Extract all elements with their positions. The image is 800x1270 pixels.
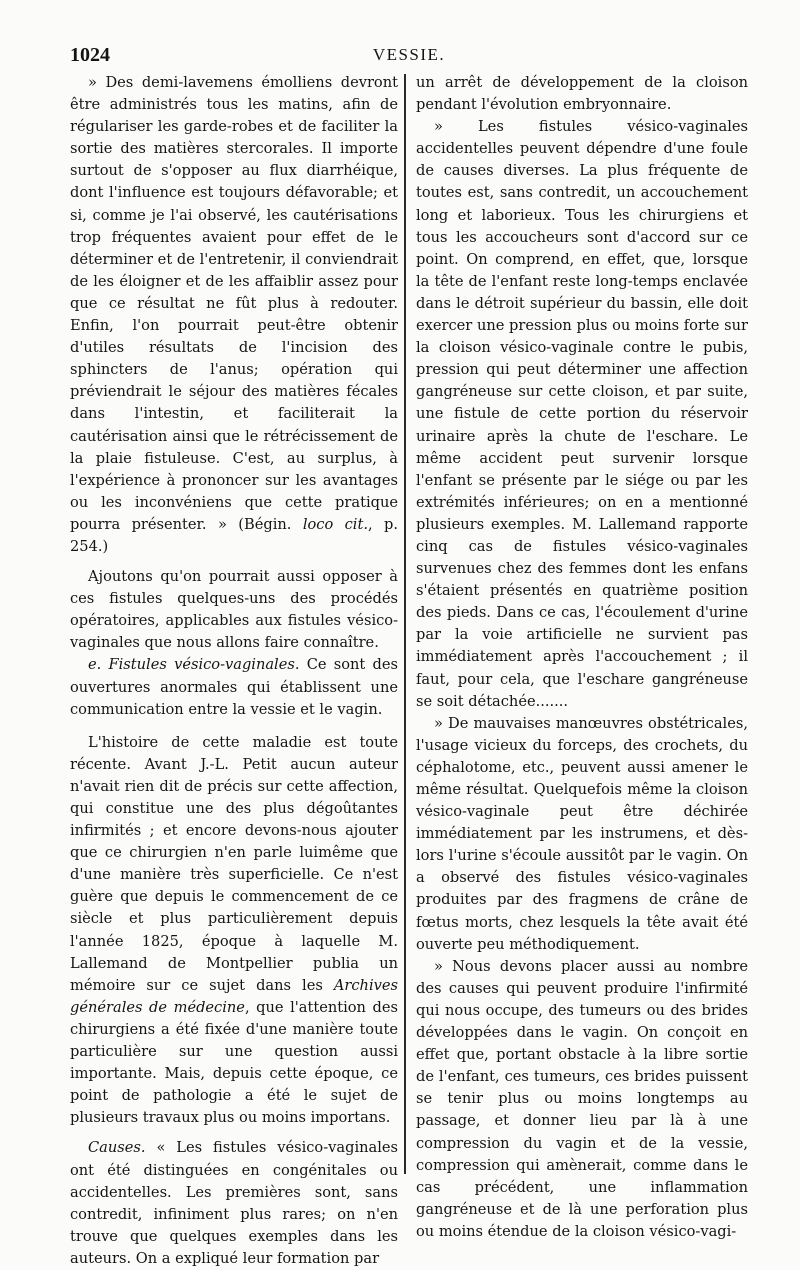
page-header — [70, 44, 748, 70]
paragraph-procedes: Ajoutons qu'on pourrait aussi opposer à ces fistules quelques-uns des procédés opératoires, applicables aux fistules vésico-vaginales que nous allons faire connaître. — [70, 568, 398, 652]
citation-loco-cit: loco cit. — [302, 515, 368, 533]
page-number: 1024 — [70, 44, 110, 66]
running-title: VESSIE. — [372, 45, 446, 64]
paragraph-lavements: » Des demi-lavemens émolliens devront être administrés tous les matins, afin de régulariser les garde-robes et de faciliter la sortie des matières stercorales. Il importe surtout de s'opposer au flux diarrhéique, dont l'influence est toujours défavorable; et si, comme je l'ai observé, les cautérisations trop fréquentes avaient pour effet de le déterminer et de l'entretenir, il conviendrait de les éloigner et de les affaiblir assez pour que ce résultat ne fût plus à redouter. Enfin, l'on pourrait peut-être obtenir d'utiles résultats de l'incision des sphincters de l'anus; opération qui préviendrait le séjour des matières fécales dans l'intestin, et faciliterait la cautérisation ainsi que le rétrécissement de la plaie fistuleuse. C'est, au surplus, à l'expérience à prononcer sur les avantages ou les inconvéniens que cette pratique pourra présenter. » (Bégin. loco cit., p. 254.) — [70, 74, 399, 555]
causes-heading: Causes. — [88, 1139, 146, 1157]
paragraph-histoire: L'histoire de cette maladie est toute récente. Avant J.-L. Petit aucun auteur n'avait rien dit de précis sur cette affection, qui constitue une des plus dégoûtantes infirmités ; et encore devons-nous ajouter que ce chirurgien n'en parle luimême que d'une manière très superficielle. Ce n'est guère que depuis le commencement de ce siècle et plus particulièrement depuis l'année 1825, époque à laquelle M. Lallemand de Montpellier publia un mémoire sur ce sujet dans les Archives générales de médecine, que l'attention des chirurgiens a été fixée d'une manière toute particulière sur une question aussi importante. Mais, depuis cette époque, ce point de pathologie a été le sujet de plusieurs travaux plus ou moins importans. — [70, 733, 398, 1127]
paragraph-accidentelles: » Les fistules vésico-vaginales accidentelles peuvent dépendre d'une foule de causes diverses. La plus fréquente de toutes est, sans contredit, un accouchement long et laborieux. Tous les chirurgiens et tous les accoucheurs sont d'accord sur ce point. On comprend, en effet, que, lorsque la tête de l'enfant reste long-temps enclavée dans le détroit supérieur du bassin, elle doit exercer une pression plus ou moins forte sur la cloison vésico-vaginale contre le pubis, pression qui peut déterminer une affection gangréneuse sur cette cloison, et par suite, une fistule de cette portion du réservoir urinaire après la chute de l'eschare. Le même accident peut survenir lorsque l'enfant se présente par le siége ou par les extrémités inférieures; on en a mentionné plusieurs exemples. M. Lallemand rapporte cinq cas de fistules vésico-vaginales survenues chez des femmes dont les enfans s'étaient présentés en quatrième position des pieds. Dans ce cas, l'écoulement d'urine par la voie artificielle ne survient pas immédiatement après l'accouchement ; il faut, pour cela, que l'eschare gangréneuse se soit détachée....... — [416, 118, 748, 710]
paragraph-causes: Causes. « Les fistules vésico-vaginales ont été distinguées en congénitales ou accidentelles. Les premières sont, sans contredit, infiniment plus rares; on n'en trouve que quelques exemples dans les auteurs. On a expliqué leur formation par — [70, 1139, 398, 1267]
paragraph-continuation: un arrêt de développement de la cloison pendant l'évolution embryonnaire. — [416, 74, 748, 114]
section-heading: e. Fistules vésico-vaginales. — [88, 656, 300, 674]
right-column — [416, 72, 748, 1243]
journal-title: Archives générales de médecine — [70, 976, 398, 1016]
left-column — [70, 72, 398, 1270]
paragraph-tumeurs: » Nous devons placer aussi au nombre des causes qui peuvent produire l'infirmité qui nous occupe, des tumeurs ou des brides développées dans le vagin. On conçoit en effet que, portant obstacle à la libre sortie de l'enfant, ces tumeurs, ces brides puissent se tenir plus ou moins longtemps au passage, et donner lieu par là à une compression du vagin et de la vessie, compression qui amènerait, comme dans le cas précédent, une inflammation gangréneuse et de là une perforation plus ou moins étendue de la cloison vésico-vagi- — [416, 957, 748, 1240]
section-fistules-vesico-vaginales: e. Fistules vésico-vaginales. Ce sont des ouvertures anormales qui établissent une communication entre la vessie et le vagin. — [70, 656, 398, 718]
column-divider — [404, 74, 406, 1174]
paragraph-manoeuvres: » De mauvaises manœuvres obstétricales, l'usage vicieux du forceps, des crochets, du céphalotome, etc., peuvent aussi amener le même résultat. Quelquefois même la cloison vésico-vaginale peut être déchirée immédiatement par les instrumens, et dès-lors l'urine s'écoule aussitôt par le vagin. On a observé des fistules vésico-vaginales produites par des fragmens de crâne de fœtus morts, chez lesquels la tête avait été ouverte peu méthodiquement. — [416, 714, 748, 953]
